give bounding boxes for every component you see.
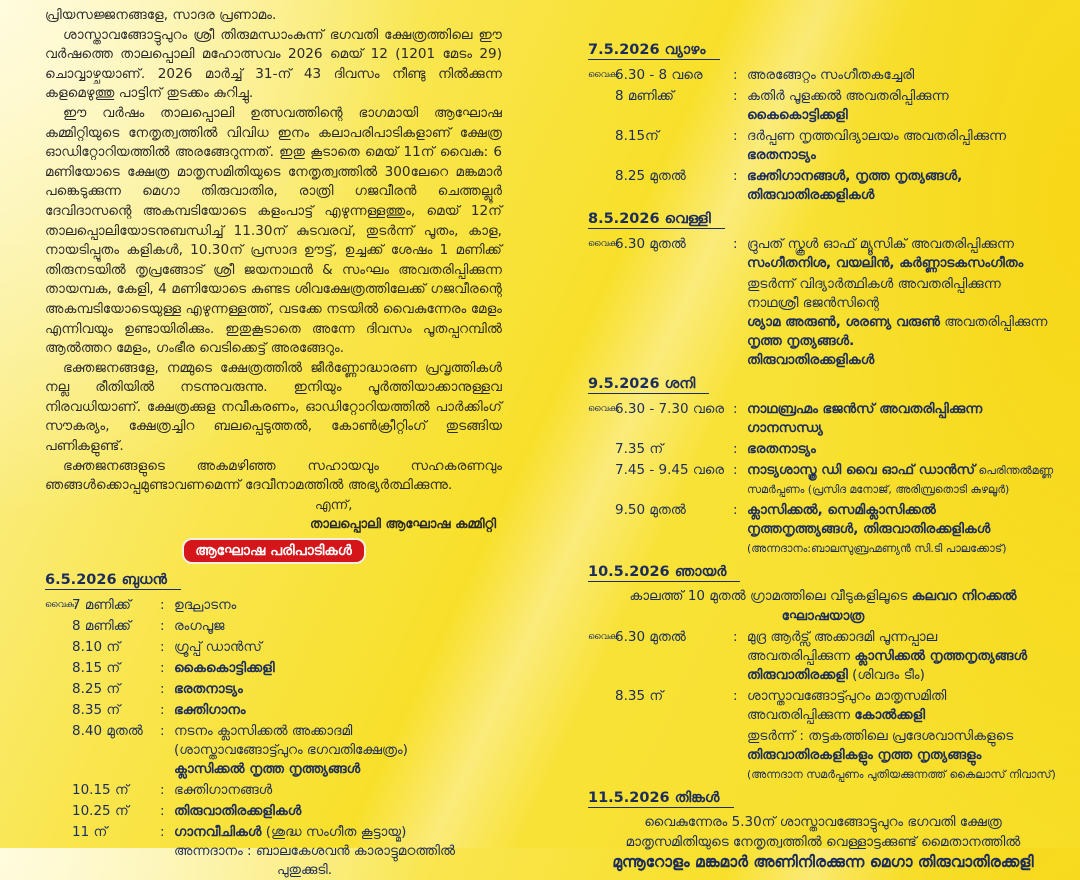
entry-details <box>747 235 1058 273</box>
day-heading: 7.5.2026 വ്യാഴം <box>588 42 720 60</box>
sign-prefix: എന്ന്, <box>315 497 353 513</box>
separator: : <box>733 168 738 184</box>
text-segment: ദർപ്പണ നൃത്തവിദ്യാലയം അവതരിപ്പിക്കുന്ന <box>747 128 1007 144</box>
evening-prefix <box>588 727 615 784</box>
entry-time: 7 മണിക്ക് <box>72 596 131 613</box>
evening-prefix: വൈകു: <box>588 70 621 80</box>
detail-line <box>174 596 502 615</box>
separator <box>733 275 747 370</box>
detail-line <box>174 741 502 760</box>
text-segment: ഗ്രൂപ്പ് ഡാൻസ് <box>174 638 262 655</box>
notice-line: മാതൃസമിതിയുടെ നേതൃത്വത്തിൽ വെള്ളാട്ടക്കുണ്ട് മൈതാനത്തിൽ <box>625 834 1021 850</box>
detail-line <box>174 701 502 720</box>
detail-line <box>174 802 502 821</box>
detail-line <box>747 294 1058 313</box>
entry-time: 8 മണിക്ക് <box>615 88 674 104</box>
entry-time: 8.40 മുതൽ <box>72 722 143 739</box>
highlight-text: നൃത്ത നൃത്യങ്ങൾ. <box>747 333 855 349</box>
evening-prefix <box>588 275 615 370</box>
detail-line <box>174 659 502 678</box>
schedule-entry <box>45 596 502 615</box>
entry-time <box>615 727 733 784</box>
day-block <box>588 36 1058 205</box>
separator: : <box>733 128 738 144</box>
entry-time: 8 മണിക്ക് <box>72 617 131 634</box>
separator: : <box>733 236 738 252</box>
entry-details <box>174 802 502 821</box>
text-segment: കാലത്ത് 10 മുതൽ ഗ്രാമത്തിലെ വീടുകളിലൂടെ <box>629 588 912 604</box>
schedule-left <box>45 566 502 880</box>
entry-details <box>174 659 502 678</box>
detail-line <box>747 461 1058 480</box>
entry-time: 8.25 ന് <box>72 680 121 697</box>
detail-line <box>747 765 1058 784</box>
evening-prefix <box>45 617 72 636</box>
day-banner <box>588 586 1058 626</box>
day-heading: 6.5.2026 ബുധൻ <box>45 572 181 590</box>
schedule-entry <box>588 501 1058 558</box>
detail-line <box>747 628 1058 647</box>
highlight-text: ഭരതനാട്യം <box>747 147 816 163</box>
highlight-text: ക്ലാസിക്കൽ നൃത്ത നൃത്ത്യങ്ങൾ <box>174 760 361 777</box>
evening-prefix <box>45 823 72 880</box>
separator: : <box>733 629 738 645</box>
entry-details <box>747 727 1058 784</box>
entry-details <box>747 167 1058 205</box>
text-segment: കതിർ പൂളക്കൽ അവതരിപ്പിക്കുന്ന <box>747 88 949 104</box>
evening-prefix: വൈകു: <box>588 404 621 414</box>
schedule-entry <box>588 400 1058 438</box>
highlight-text: കൈകൊട്ടിക്കളി <box>747 107 848 123</box>
program-title-badge: ആഘോഷ പരിപാടികൾ <box>182 538 366 564</box>
highlight-text: ഭക്തിഗാനങ്ങൾ, നൃത്ത നൃത്യങ്ങൾ, <box>747 168 963 184</box>
text-segment: ഭക്തിഗാനങ്ങൾ <box>174 781 273 798</box>
schedule-right <box>588 36 1058 872</box>
highlight-text: ഗാനവീചികൾ <box>174 823 262 840</box>
entry-details <box>174 638 502 657</box>
notice-highlight: മുന്നൂറോളം മങ്കമാർ അണിനിരക്കുന്ന മെഗാ തിരുവാതിരക്കളി <box>612 853 1034 871</box>
highlight-text: തിരുവാതിരക്കളി <box>747 667 848 683</box>
separator: : <box>160 638 165 655</box>
day-block <box>588 370 1058 558</box>
entry-details <box>747 628 1058 685</box>
detail-line <box>747 666 1058 685</box>
entry-time: 6.30 മുതൽ <box>615 236 686 252</box>
schedule-entry <box>588 275 1058 370</box>
text-segment: (അന്നദാനം:ബാലസുബ്രഹ്മണ്യൻ സി.ടി പാലക്കോട്) <box>747 542 1007 555</box>
entry-time: 8.10 ന് <box>72 638 121 655</box>
detail-line <box>174 842 502 861</box>
detail-line <box>174 781 502 800</box>
detail-line <box>174 638 502 657</box>
separator: : <box>160 617 165 634</box>
text-segment: (അന്നദാന സമർപ്പണം പുതിയക്കുന്നത്ത് കൈലാസ് നിവാസ്) <box>747 768 1056 781</box>
day-block <box>588 205 1058 370</box>
separator: : <box>160 823 165 840</box>
schedule-entry <box>45 781 502 800</box>
separator: : <box>733 441 738 457</box>
detail-line <box>747 746 1058 765</box>
entry-details <box>174 781 502 800</box>
separator: : <box>733 67 738 83</box>
detail-line <box>747 480 1058 499</box>
schedule-entry <box>588 461 1058 499</box>
highlight-text: ക്ലാസിക്കൽ, സെമിക്ലാസിക്കൽ <box>747 502 936 518</box>
evening-prefix <box>45 781 72 800</box>
entry-details <box>747 66 1058 85</box>
intro-paragraph: ശാസ്താവങ്ങോട്ടുപുറം ശ്രീ തിരുമന്ധാംകുന്ന് ഭഗവതി ക്ഷേത്രത്തിലെ ഈ വർഷത്തെ താലപ്പൊലി മഹോത്സവം 2026 മെയ് 12 (1201 മേടം 29) ചൊവ്വാഴ്ചയാണ്. 2026 മാർച്ച് 31-ന് 43 ദിവസം നീണ്ടു നിൽക്കുന്ന കളമെഴുത്തു പാട്ടിന് തുടക്കം കുറിച്ചു. <box>45 26 502 102</box>
text-segment: പെരിന്തൽമണ്ണ <box>975 464 1054 477</box>
evening-prefix: വൈകു: <box>45 599 78 610</box>
separator: : <box>160 596 165 613</box>
evening-prefix <box>588 87 615 125</box>
entry-details <box>747 461 1058 499</box>
highlight-text: ശ്യാമ അരുൺ, ശരണ്യ വരുൺ <box>747 314 940 330</box>
separator: : <box>160 680 165 697</box>
evening-prefix <box>45 659 72 678</box>
detail-line <box>747 254 1058 273</box>
schedule-entry <box>45 701 502 720</box>
separator: : <box>160 659 165 676</box>
letter-column <box>45 6 502 880</box>
text-segment: അവതരിപ്പിക്കുന്ന <box>747 707 855 723</box>
entry-details <box>174 701 502 720</box>
schedule-entry <box>45 722 502 779</box>
highlight-text: കൈകൊട്ടിക്കളി <box>174 659 275 676</box>
entry-time: 9.50 മുതൽ <box>615 502 686 518</box>
separator <box>733 727 747 784</box>
day-block <box>588 784 1058 872</box>
schedule-entry <box>588 628 1058 685</box>
intro-paragraph: ഭക്തജനങ്ങളുടെ അകമഴിഞ്ഞ സഹായവും സഹകരണവും ഞങ്ങൾക്കൊപ്പമുണ്ടാവണമെന്ന് ദേവീനാമത്തിൽ അഭ്യർത്ഥിക്കുന്നു. <box>45 457 502 494</box>
highlight-text: തിരുവാതിരകളികളും നൃത്ത നൃത്യങ്ങളും <box>747 747 982 763</box>
entry-time: 8.35 ന് <box>72 701 121 718</box>
entry-details <box>747 501 1058 558</box>
evening-prefix <box>45 722 72 779</box>
detail-line <box>174 823 502 842</box>
highlight-text: കോൽക്കളി <box>854 707 926 723</box>
notice-line: വൈകുന്നേരം 5.30ന് ശാസ്താവങ്ങോട്ടുപുറം ഭഗവതി ക്ഷേത്ര <box>644 814 1002 830</box>
detail-line <box>747 706 1058 725</box>
text-segment: ദ്രുപത് സ്കൂൾ ഓഫ് മ്യൂസിക് അവതരിപ്പിക്കുന്ന <box>747 236 1014 252</box>
highlight-text: നാട്യശാസ്ത്ര ഡി വൈ ഓഫ് ഡാൻസ് <box>747 462 976 478</box>
entry-details <box>747 87 1058 125</box>
text-segment: (ശിവദം ടീം) <box>847 667 925 683</box>
schedule-entry <box>588 127 1058 165</box>
evening-prefix: വൈകു: <box>588 632 621 642</box>
entry-time: 8.15ന് <box>615 128 659 144</box>
entry-time: 6.30 - 7.30 വരെ <box>615 401 725 417</box>
evening-prefix <box>45 638 72 657</box>
highlight-text: ഭരതനാട്യം <box>747 441 816 457</box>
text-segment: ശാസ്താവങ്ങോട്ട്പുറം മാതൃസമിതി <box>747 688 947 704</box>
day-heading: 9.5.2026 ശനി <box>588 376 709 394</box>
entry-time: 10.25 ന് <box>72 802 129 819</box>
text-segment: നടനം ക്ലാസിക്കൽ അക്കാദമി <box>174 722 353 739</box>
greeting: പ്രിയസജ്ജനങ്ങളേ, സാദര പ്രണാമം. <box>45 7 277 23</box>
day-heading: 10.5.2026 ഞായർ <box>588 564 740 582</box>
detail-line <box>747 440 1058 459</box>
text-segment: മുദ്ര ആർട്സ് അക്കാദമി പൂന്നപ്പാല <box>747 629 938 645</box>
detail-line <box>747 186 1058 205</box>
text-segment: തുടർന്ന് വിദ്യാർത്ഥികൾ അവതരിപ്പിക്കുന്ന <box>747 276 1001 292</box>
entry-time: 8.15 ന് <box>72 659 121 676</box>
detail-line <box>747 313 1058 332</box>
evening-prefix <box>588 127 615 165</box>
detail-line <box>174 680 502 699</box>
day-heading: 11.5.2026 തിങ്കൾ <box>588 790 734 808</box>
schedule-entry <box>45 638 502 657</box>
day-heading: 8.5.2026 വെള്ളി <box>588 211 725 229</box>
schedule-entry <box>45 617 502 636</box>
entry-time <box>615 275 733 370</box>
entry-time: 8.25 മുതൽ <box>615 168 686 184</box>
detail-line <box>747 727 1058 746</box>
entry-time: 6.30 മുതൽ <box>615 629 686 645</box>
detail-line <box>747 235 1058 254</box>
entry-details <box>747 275 1058 370</box>
schedule-entry <box>588 66 1058 85</box>
separator: : <box>160 701 165 718</box>
highlight-text: നൃത്തനൃത്ത്യങ്ങൾ, തിരുവാതിരക്കളികൾ <box>747 521 991 537</box>
text-segment: ഉദ്ഘാടനം <box>174 596 237 613</box>
detail-line <box>747 87 1058 106</box>
schedule-entry <box>588 167 1058 205</box>
detail-line <box>747 66 1058 85</box>
detail-line <box>747 539 1058 558</box>
text-segment: അവതരിപ്പിക്കുന്ന <box>939 314 1048 330</box>
text-segment: പുതുക്കുടി. <box>174 861 333 878</box>
text-segment: രംഗപൂജ <box>174 617 225 634</box>
entry-time: 8.35 ന് <box>615 688 664 704</box>
entry-details <box>747 400 1058 438</box>
entry-details <box>174 680 502 699</box>
entry-details <box>747 127 1058 165</box>
text-segment: (ശാസ്താവങ്ങോട്ട്പുറം ഭഗവതിക്ഷേത്രം) <box>174 741 408 758</box>
evening-prefix <box>45 802 72 821</box>
separator: : <box>733 462 738 478</box>
detail-line <box>747 501 1058 520</box>
entry-time: 7.45 - 9.45 വരെ <box>615 462 725 478</box>
highlight-text: ക്ലാസിക്കൽ നൃത്തനൃത്യങ്ങൾ <box>854 648 1028 664</box>
separator: : <box>160 802 165 819</box>
intro-paragraph: ഈ വർഷം താലപ്പൊലി ഉത്സവത്തിന്റെ ഭാഗമായി ആഘോഷ കമ്മിറ്റിയുടെ നേതൃത്വത്തിൽ വിവിധ ഇനം കലാപരിപാടികളാണ് ക്ഷേത്ര ഓഡിറ്റോറിയത്തിൽ അരങ്ങേറുന്നത്. ഇതു കൂടാതെ മെയ് 11ന് വൈകു: 6 മണിയോടെ ക്ഷേത്ര മാതൃസമിതിയുടെ നേതൃത്വത്തിൽ 300ലേറെ മങ്കമാർ പങ്കെടുക്കുന്ന മെഗാ തിരുവാതിര, രാത്രി ഗജവീരൻ ചെത്തല്ലൂർ ദേവിദാസന്റെ അകമ്പടിയോടെ കളംപാട്ട് എഴുന്നള്ളത്തും, മെയ് 12ന് താലപ്പൊലിയോടനുബന്ധിച്ച് 11.30ന് കുടവരവ്, തുടർന്ന് പൂതം, കാള, നായടിപ്പൂതം കളികൾ, 10.30ന് പ്രസാദ ഊട്ട്, ഉച്ചക്ക് ശേഷം 1 മണിക്ക് തിരുനടയിൽ തൃപ്രങ്ങോട് ശ്രീ ജയനാഥൻ & സംഘം അവതരിപ്പിക്കുന്ന തായമ്പക, കേളി, 4 മണിയോടെ കുണ്ടട ശിവക്ഷേത്രത്തിലേക്ക് ഗജവീരന്റെ അകമ്പടിയോടെയുള്ള എഴുന്നള്ളത്ത്, വടക്കേ നടയിൽ വൈകുന്നേരം മേളം എന്നിവയും ഉണ്ടായിരിക്കും. ഇതുകൂടാതെ അന്നേ ദിവസം പൂതപ്പറമ്പിൽ ആൽത്തറ മേളം, ഗംഭീര വെടിക്കെട്ട് അരങ്ങേറും. <box>45 104 502 357</box>
detail-line <box>747 146 1058 165</box>
detail-line <box>747 647 1058 666</box>
signature: താലപ്പൊലി ആഘോഷ കമ്മിറ്റി <box>310 516 497 532</box>
evening-prefix <box>588 687 615 725</box>
text-segment: അവതരിപ്പിക്കുന്ന <box>747 648 855 664</box>
highlight-text: തിരുവാതിരക്കളികൾ <box>747 352 875 368</box>
schedule-entry <box>588 687 1058 725</box>
detail-line <box>747 275 1058 294</box>
evening-prefix <box>588 461 615 499</box>
evening-prefix <box>588 440 615 459</box>
entry-details <box>747 687 1058 725</box>
highlight-text: ഭരതനാട്യം <box>174 680 243 697</box>
separator: : <box>733 401 738 417</box>
text-segment: തുടർന്ന് : തട്ടകത്തിലെ പ്രദേശവാസികളുടെ <box>747 728 1014 744</box>
detail-line <box>174 861 502 880</box>
text-segment: (ശുദ്ധ സംഗീത കൂട്ടായ്മ) <box>261 823 407 840</box>
day-block <box>588 558 1058 784</box>
entry-details <box>174 823 502 880</box>
entry-details <box>174 617 502 636</box>
text-segment: അരങ്ങേറ്റം സംഗീതകച്ചേരി <box>747 67 915 83</box>
schedule-entry <box>45 680 502 699</box>
detail-line <box>174 722 502 741</box>
schedule-entry <box>588 235 1058 273</box>
highlight-text: സംഗീതനിശ, വയലിൻ, കർണ്ണാടകസംഗീതം <box>747 255 1024 271</box>
entry-time: 11 ന് <box>72 823 108 840</box>
separator: : <box>733 688 738 704</box>
day-block <box>45 566 502 880</box>
entry-details <box>174 596 502 615</box>
evening-prefix <box>588 167 615 205</box>
detail-line <box>747 351 1058 370</box>
entry-time: 10.15 ന് <box>72 781 129 798</box>
text-segment: നാഥശ്രീ ഭജൻസിന്റെ <box>747 295 879 311</box>
highlight-text: തിരുവാതിരക്കളികൾ <box>174 802 302 819</box>
separator: : <box>160 781 165 798</box>
detail-line <box>747 520 1058 539</box>
highlight-text: ഭക്തിഗാനം <box>174 701 246 718</box>
schedule-entry <box>45 659 502 678</box>
evening-prefix <box>45 701 72 720</box>
detail-line <box>174 617 502 636</box>
entry-details <box>174 722 502 779</box>
entry-time: 6.30 - 8 വരെ <box>615 67 703 83</box>
text-segment: സമർപ്പണം (പ്രസിദ മനോജ്, അരിമ്പ്രതൊടി കുഴലൂർ) <box>747 483 1010 496</box>
evening-prefix <box>45 680 72 699</box>
text-segment: അന്നദാനം : ബാലകേശവൻ കാരാട്ടുമഠത്തിൽ <box>174 842 455 859</box>
separator: : <box>733 502 738 518</box>
detail-line <box>747 106 1058 125</box>
entry-details <box>747 440 1058 459</box>
entry-time: 7.35 ന് <box>615 441 664 457</box>
schedule-entry <box>588 727 1058 784</box>
detail-line <box>747 687 1058 706</box>
highlight-text: കലവറ നിറക്കൽ ഘോഷയാത്ര <box>781 588 1017 624</box>
intro-paragraph: ഭക്തജനങ്ങളേ, നമ്മുടെ ക്ഷേത്രത്തിൽ ജീർണ്ണോദ്ധാരണ പ്രവൃത്തികൾ നല്ല രീതിയിൽ നടന്നുവരുന്നു. ഇനിയും പൂർത്തിയാക്കാനുള്ളവ നിരവധിയാണ്. ക്ഷേത്രക്കുള നവീകരണം, ഓഡിറ്റോറിയത്തിൽ പാർക്കിംഗ് സൗകര്യം, ക്ഷേത്രച്ചിറ ബലപ്പെടുത്തൽ, കോൺക്രീറ്റിംഗ് തുടങ്ങിയ പണികളുണ്ട്. <box>45 359 502 455</box>
separator: : <box>733 88 738 104</box>
detail-line <box>747 127 1058 146</box>
detail-line <box>747 167 1058 186</box>
schedule-entry <box>588 87 1058 125</box>
detail-line <box>747 332 1058 351</box>
highlight-text: നാഥബ്രഹ്മം ഭജൻസ് അവതരിപ്പിക്കുന്ന ഗാനസന്ധ്യ <box>747 401 988 436</box>
evening-prefix <box>588 501 615 558</box>
schedule-entry <box>45 802 502 821</box>
highlight-text: തിരുവാതിരക്കളികൾ <box>747 187 875 203</box>
detail-line <box>174 760 502 779</box>
schedule-entry <box>45 823 502 880</box>
evening-prefix: വൈകു: <box>588 239 621 249</box>
separator: : <box>160 722 165 739</box>
schedule-entry <box>588 440 1058 459</box>
detail-line <box>747 400 1058 438</box>
